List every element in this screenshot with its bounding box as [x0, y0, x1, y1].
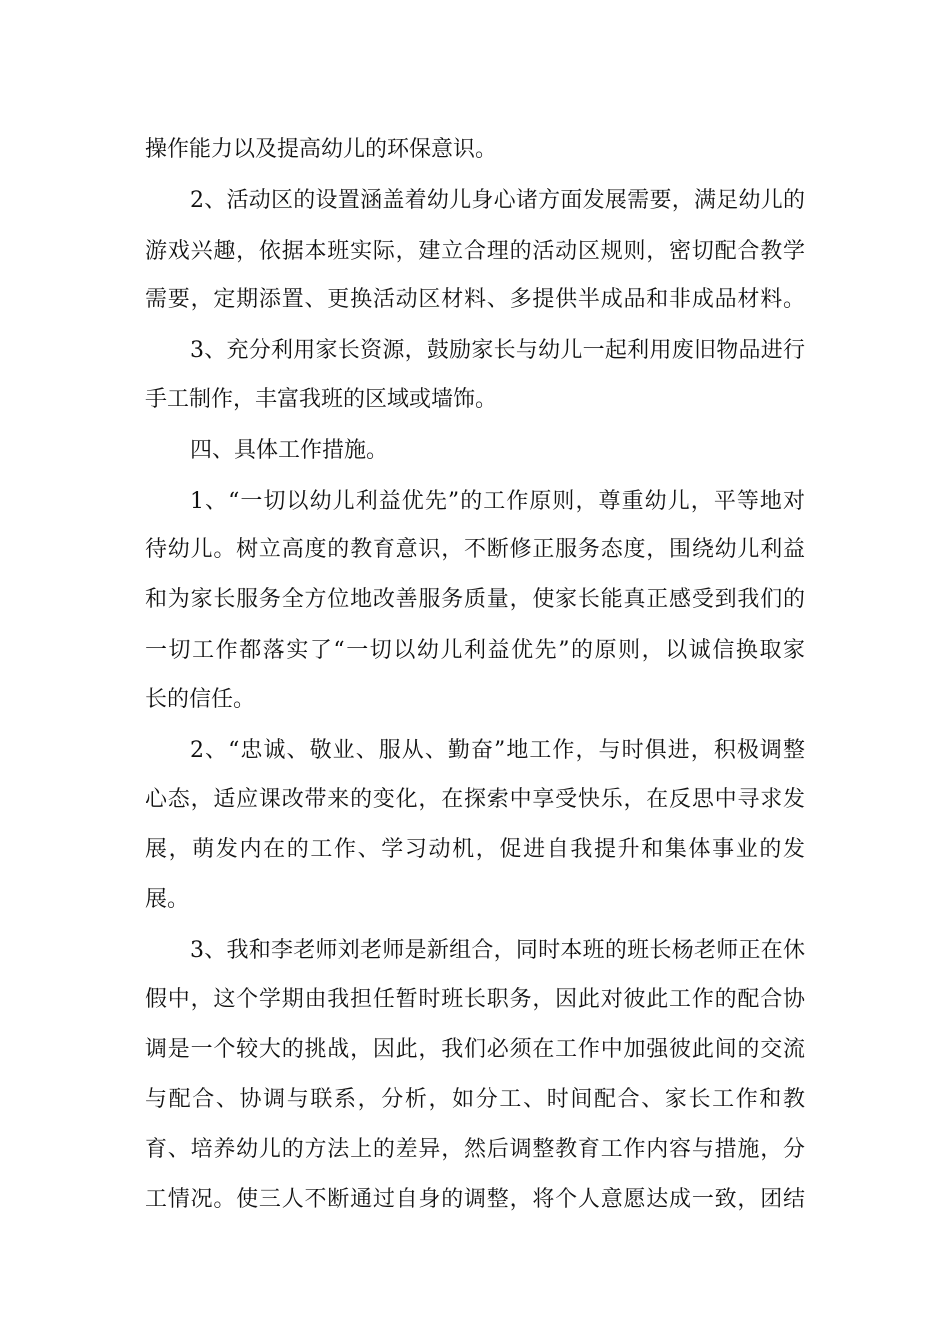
text-line: 展。	[145, 887, 190, 912]
text-line: 3、充分利用家长资源，鼓励家长与幼儿一起利用废旧物品进行	[190, 338, 805, 363]
text-line: 假中，这个学期由我担任暂时班长职务，因此对彼此工作的配合协	[145, 987, 805, 1012]
text-line: 育、培养幼儿的方法上的差异，然后调整教育工作内容与措施，分	[145, 1137, 805, 1162]
section-heading: 四、具体工作措施。	[190, 438, 389, 463]
text-line: 待幼儿。树立高度的教育意识，不断修正服务态度，围绕幼儿利益	[145, 537, 805, 562]
text-line: 长的信任。	[145, 687, 256, 712]
text-line: 与配合、协调与联系，分析，如分工、时间配合、家长工作和教	[145, 1087, 805, 1112]
text-line: 操作能力以及提高幼儿的环保意识。	[145, 137, 498, 162]
text-line: 2、“忠诚、敬业、服从、勤奋”地工作，与时俱进，积极调整	[190, 738, 805, 763]
text-line: 3、我和李老师刘老师是新组合，同时本班的班长杨老师正在休	[190, 938, 805, 963]
text-line: 一切工作都落实了“一切以幼儿利益优先”的原则，以诚信换取家	[145, 638, 805, 663]
text-line: 游戏兴趣，依据本班实际，建立合理的活动区规则，密切配合教学	[145, 239, 805, 264]
text-line: 手工制作，丰富我班的区域或墙饰。	[145, 387, 498, 412]
text-line: 和为家长服务全方位地改善服务质量，使家长能真正感受到我们的	[145, 587, 805, 612]
text-line: 展，萌发内在的工作、学习动机，促进自我提升和集体事业的发	[145, 837, 805, 862]
text-line: 2、活动区的设置涵盖着幼儿身心诸方面发展需要，满足幼儿的	[190, 188, 805, 213]
text-line: 心态，适应课改带来的变化，在探索中享受快乐，在反思中寻求发	[145, 787, 805, 812]
text-line: 调是一个较大的挑战，因此，我们必须在工作中加强彼此间的交流	[145, 1037, 805, 1062]
text-line: 需要，定期添置、更换活动区材料、多提供半成品和非成品材料。	[145, 287, 805, 312]
text-line: 1、“一切以幼儿利益优先”的工作原则，尊重幼儿，平等地对	[190, 489, 805, 514]
text-line: 工情况。使三人不断通过自身的调整，将个人意愿达成一致，团结	[145, 1187, 805, 1212]
